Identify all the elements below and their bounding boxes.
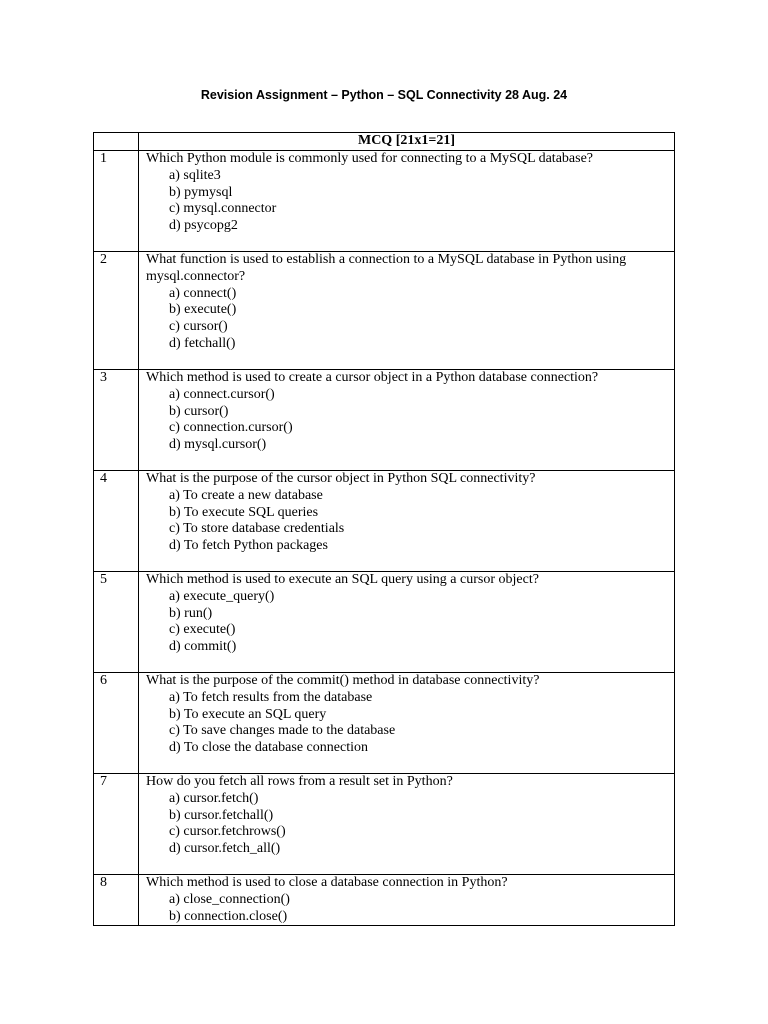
option-item: c) cursor() [169, 319, 228, 335]
question-cell [139, 370, 675, 471]
header-number-cell [94, 133, 139, 151]
option-item: d) fetchall() [169, 335, 236, 351]
question-text: Which method is used to execute an SQL query using a cursor object? [146, 572, 539, 587]
question-text: Which method is used to create a cursor object in a Python database connection? [146, 370, 599, 385]
option-item: a) close_connection() [169, 891, 290, 907]
option-item: b) connection.close() [169, 908, 288, 924]
option-item: b) To execute SQL queries [169, 504, 319, 520]
option-item: c) mysql.connector [169, 201, 277, 217]
options-list [146, 589, 674, 656]
question-number: 1 [94, 151, 139, 252]
question-text: Which method is used to close a database connection in Python? [146, 875, 508, 890]
question-row [94, 471, 675, 572]
question-row [94, 151, 675, 252]
question-row [94, 774, 675, 875]
options-list [146, 488, 674, 555]
mcq-table [93, 132, 675, 926]
question-row [94, 252, 675, 370]
question-row [94, 572, 675, 673]
question-number: 3 [94, 370, 139, 471]
option-item: c) cursor.fetchrows() [169, 824, 286, 840]
option-item: c) execute() [169, 622, 236, 638]
option-item: d) commit() [169, 639, 237, 655]
option-item: b) pymysql [169, 184, 233, 200]
option-item: c) To store database credentials [169, 521, 345, 537]
option-item: d) To fetch Python packages [169, 538, 328, 554]
question-text: What is the purpose of the cursor object in Python SQL connectivity? [146, 471, 536, 486]
option-item: b) To execute an SQL query [169, 706, 327, 722]
question-text: What is the purpose of the commit() method in database connectivity? [146, 673, 540, 688]
question-row [94, 673, 675, 774]
question-cell [139, 875, 675, 926]
option-item: c) To save changes made to the database [169, 723, 396, 739]
option-item: b) cursor.fetchall() [169, 807, 274, 823]
question-cell [139, 774, 675, 875]
option-item: a) execute_query() [169, 588, 275, 604]
option-item: a) connect.cursor() [169, 386, 275, 402]
question-number: 5 [94, 572, 139, 673]
option-item: a) To create a new database [169, 487, 323, 503]
question-cell [139, 151, 675, 252]
question-number: 6 [94, 673, 139, 774]
options-list [146, 286, 674, 353]
question-number: 4 [94, 471, 139, 572]
option-item: b) run() [169, 605, 213, 621]
options-list [146, 892, 674, 926]
option-item: c) connection.cursor() [169, 420, 293, 436]
options-list [146, 387, 674, 454]
option-item: d) To close the database connection [169, 740, 368, 756]
document-title: Revision Assignment – Python – SQL Connectivity 28 Aug. 24 [200, 88, 568, 102]
option-item: a) To fetch results from the database [169, 689, 373, 705]
question-row [94, 370, 675, 471]
option-item: b) execute() [169, 302, 237, 318]
option-item: a) connect() [169, 285, 237, 301]
question-text: What function is used to establish a connection to a MySQL database in Python using mysql.connector? [146, 252, 627, 284]
option-item: d) psycopg2 [169, 218, 238, 234]
options-list [146, 168, 674, 235]
question-cell [139, 572, 675, 673]
option-item: b) cursor() [169, 403, 229, 419]
table-header-row [94, 133, 675, 151]
mcq-header: MCQ [21x1=21] [139, 133, 675, 151]
question-row [94, 875, 675, 926]
question-number: 7 [94, 774, 139, 875]
options-list [146, 690, 674, 757]
question-text: How do you fetch all rows from a result set in Python? [146, 774, 453, 789]
question-cell [139, 471, 675, 572]
question-cell [139, 252, 675, 370]
option-item: d) cursor.fetch_all() [169, 841, 281, 857]
options-list [146, 791, 674, 858]
question-number: 2 [94, 252, 139, 370]
question-text: Which Python module is commonly used for connecting to a MySQL database? [146, 151, 594, 166]
question-number: 8 [94, 875, 139, 926]
option-item: a) sqlite3 [169, 167, 221, 183]
option-item: a) cursor.fetch() [169, 790, 259, 806]
question-cell [139, 673, 675, 774]
option-item: d) mysql.cursor() [169, 437, 267, 453]
